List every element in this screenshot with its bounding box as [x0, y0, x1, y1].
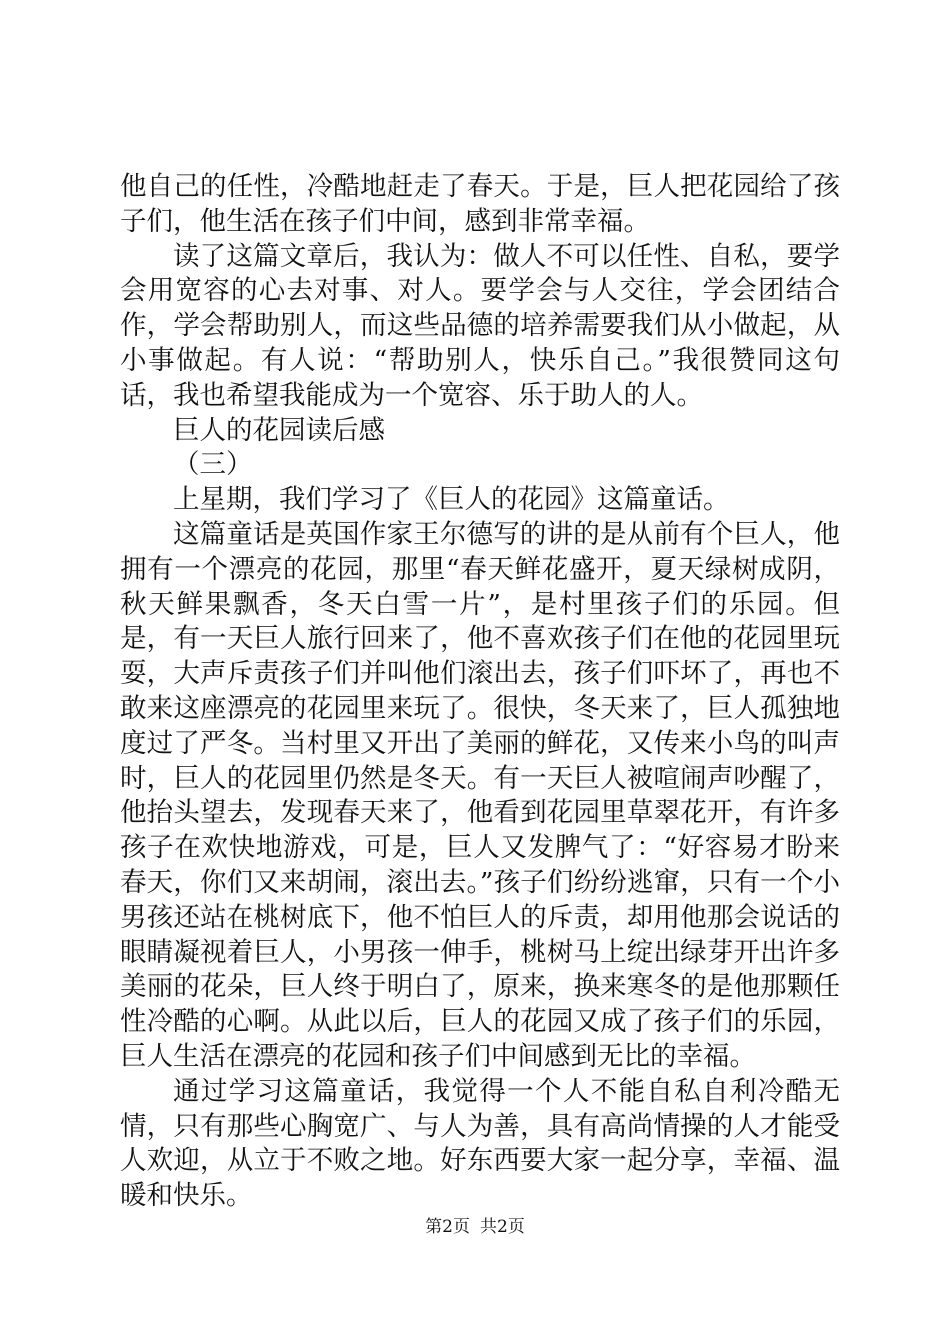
document-body [120, 170, 840, 1214]
section-number: （三） [173, 449, 253, 481]
paragraph-1: 他自己的任性，冷酷地赶走了春天。于是，巨人把花园给了孩子们，他生活在孩子们中间，感到非常幸福。 [120, 171, 840, 237]
paragraph-5: 通过学习这篇童话，我觉得一个人不能自私自利冷酷无情，只有那些心胸宽广、与人为善，具有高尚情操的人才能受人欢迎，从立于不败之地。好东西要大家一起分享，幸福、温暖和快乐。 [120, 1075, 840, 1212]
paragraph-3: 上星期，我们学习了《巨人的花园》这篇童话。 [173, 484, 730, 516]
page-footer [0, 1216, 950, 1238]
paragraph-4: 这篇童话是英国作家王尔德写的讲的是从前有个巨人，他拥有一个漂亮的花园，那里“春天鲜花盛开，夏天绿树成阴，秋天鲜果飘香，冬天白雪一片”，是村里孩子们的乐园。但是，有一天巨人旅行回来了，他不喜欢孩子们在他的花园里玩耍，大声斥责孩子们并叫他们滚出去，孩子们吓坏了，再也不敢来这座漂亮的花园里来玩了。很快，冬天来了，巨人孤独地度过了严冬。当村里又开出了美丽的鲜花，又传来小鸟的叫声时，巨人的花园里仍然是冬天。有一天巨人被喧闹声吵醒了，他抬头望去，发现春天来了，他看到花园里草翠花开，有许多孩子在欢快地游戏，可是，巨人又发脾气了：“好容易才盼来春天，你们又来胡闹，滚出去。”孩子们纷纷逃窜，只有一个小男孩还站在桃树底下，他不怕巨人的斥责，却用他那会说话的眼睛凝视着巨人，小男孩一伸手，桃树马上绽出绿芽开出许多美丽的花朵，巨人终于明白了，原来，换来寒冬的是他那颗任性冷酷的心啊。从此以后，巨人的花园又成了孩子们的乐园，巨人生活在漂亮的花园和孩子们中间感到无比的幸福。 [120, 518, 840, 1072]
section-title: 巨人的花园读后感 [173, 414, 385, 446]
page-number: 第2页 [425, 1217, 470, 1237]
page-total: 共2页 [480, 1217, 525, 1237]
paragraph-2: 读了这篇文章后，我认为：做人不可以任性、自私，要学会用宽容的心去对事、对人。要学会与人交往，学会团结合作，学会帮助别人，而这些品德的培养需要我们从小做起，从小事做起。有人说：“帮助别人，快乐自己。”我很赞同这句话，我也希望我能成为一个宽容、乐于助人的人。 [120, 240, 840, 411]
